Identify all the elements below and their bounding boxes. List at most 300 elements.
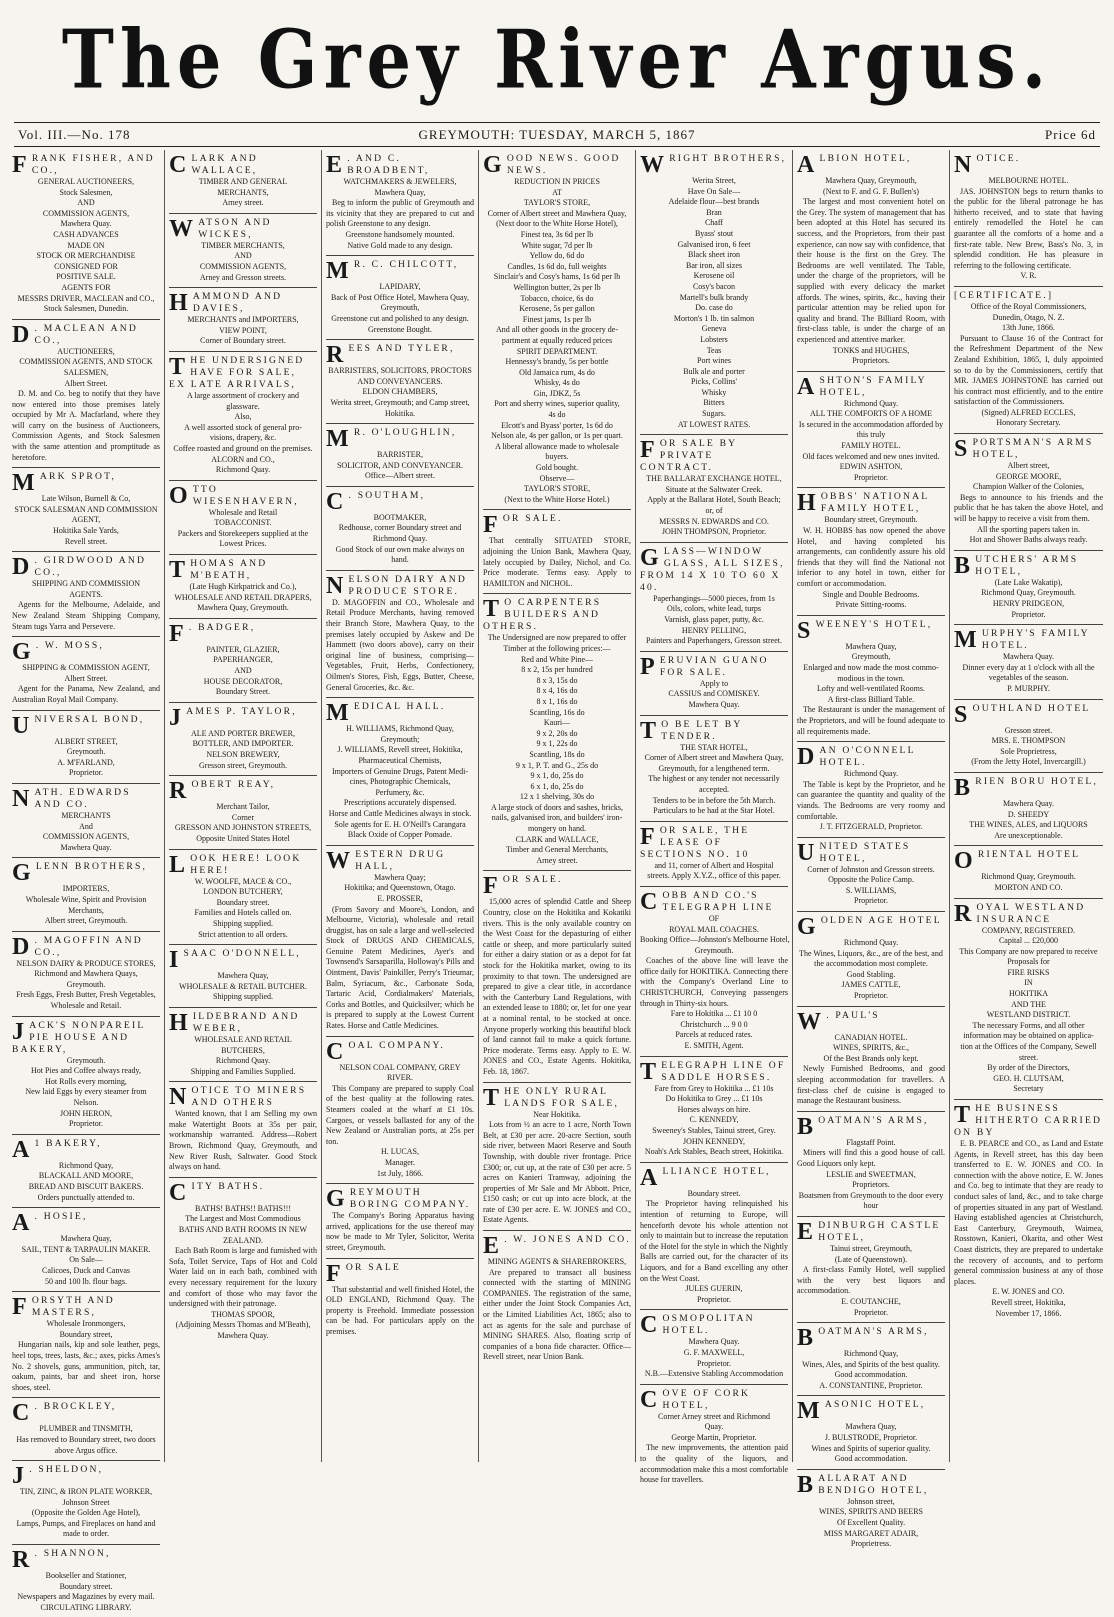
advertisement-line: (Late Lake Wakatip),: [994, 577, 1063, 587]
advertisement-body: The Company's Boring Apparatus having arrived, applications for the use thereof may now be made to Mr Tyler, Solicitor, Werita street, Greymouth.: [326, 1211, 474, 1252]
advertisement: [797, 150, 945, 372]
advertisement-line: Richmond and Mawhera Quays,: [34, 969, 138, 979]
advertisement-line: GEO. H. CLUTSAM,: [993, 1073, 1064, 1083]
heading-text: HE UNDERSIGNED HAVE FOR SALE, EX LATE ARRIVALS,: [169, 354, 305, 390]
advertisement-line: Dunedin, Otago, N. Z.: [992, 312, 1065, 322]
advertisement-line: (Late of Queenstown).: [834, 1254, 908, 1264]
heading-text: NIVERSAL BOND,: [34, 713, 145, 725]
advertisement-heading: [954, 902, 1103, 926]
advertisement-line: Boundary street, Greymouth.: [824, 515, 918, 525]
advertisement-line: Arney street.: [222, 198, 264, 208]
column-1: [8, 150, 165, 1612]
advertisement-heading: [640, 655, 788, 679]
advertisement-line: 9 x 2, 20s do: [536, 728, 578, 738]
advertisement-line: Picks, Collins': [691, 377, 737, 387]
heading-text: OOK HERE! LOOK HERE!: [190, 852, 302, 876]
advertisement-line: BUTCHERS,: [221, 1045, 265, 1055]
heading-text: EDICAL HALL.: [353, 701, 446, 713]
masthead-rule-bottom: [14, 146, 1100, 147]
advertisement-line: AT LOWEST RATES.: [677, 419, 751, 429]
advertisement-line: Greymouth.: [66, 1055, 106, 1065]
advertisement-line: Has removed to Boundary street, two doors: [16, 1434, 156, 1444]
advertisement-heading: [640, 825, 788, 861]
advertisement-line: Werita Street,: [692, 176, 736, 185]
advertisement-heading: [12, 860, 160, 887]
advertisement-line: Black Oxide of Copper Pomade.: [347, 830, 453, 840]
advertisement: [12, 858, 160, 931]
advertisement-line: Boundary street,: [59, 1329, 113, 1339]
advertisement-body: 15,000 acres of splendid Cattle and Sheep Country, close on the Hokitika and Kokatiki rivers. This is the only available country on the West Coast for the depasturing of either cattle or sheep, and more particularly suited for either a dairy station or as a depot for fat stock for the Hokitika market, owing to its proximity to that town. The undersigned are prepared to give a clear title, in accordance with the Canterbury Land Regulations, with an extended lease to 1880; or, let for one year at a nominal rental, to be stocked at once. Anyone properly working this beautiful block of land cannot fail to make a quick fortune. Price moderate. Terms easy. Apply to E. W. JONES and CO., Estate Agents. Hokitika, Feb. 18, 1867.: [483, 897, 631, 1076]
advertisement-line: N.B.—Extensive Stabling Accommodation: [644, 1369, 784, 1379]
advertisement: [640, 822, 788, 887]
advertisement-heading: [169, 558, 317, 582]
advertisement-line: Greenstone Bought.: [368, 324, 432, 334]
drop-capital: T: [483, 596, 502, 623]
advertisement-line: J. BULSTRODE, Proprietor.: [824, 1433, 918, 1443]
advertisement-line: Richmond Quay,: [58, 1160, 114, 1170]
drop-capital: D: [12, 554, 32, 581]
advertisement-line: Richmond Quay, Greymouth.: [981, 588, 1076, 598]
advertisement-heading: [797, 1473, 945, 1497]
advertisement-line: WINES, SPIRITS AND BEERS: [818, 1507, 923, 1517]
advertisement-heading: [326, 342, 474, 369]
advertisement-line: information may be obtained on applica-: [963, 1031, 1094, 1041]
heading-text: PORTSMAN'S ARMS HOTEL,: [972, 437, 1094, 461]
heading-text: SHTON'S FAMILY HOTEL,: [819, 374, 927, 398]
advertisement-heading: [326, 1260, 474, 1287]
advertisement-line: 8 x 3, 15s do: [536, 675, 578, 685]
advertisement-line: Richmond Quay.: [843, 938, 899, 948]
advertisement-line: AGENTS.: [69, 589, 103, 599]
heading-text: ATSON AND WICKES,: [198, 216, 272, 240]
advertisement-line: MERCHANTS,: [217, 187, 269, 197]
advertisement-line: Shipping supplied.: [212, 918, 273, 928]
volume-number: Vol. III.—No. 178: [18, 127, 131, 142]
advertisement-line: Boundary street.: [216, 897, 270, 907]
advertisement-line: Teas: [706, 345, 722, 355]
advertisement: [12, 1545, 160, 1617]
drop-capital: T: [169, 557, 188, 584]
advertisement-heading: [12, 555, 160, 579]
heading-text: UTCHERS' ARMS HOTEL,: [975, 553, 1079, 577]
heading-text: OR SALE: [345, 1261, 401, 1273]
heading-text: LLIANCE HOTEL,: [662, 1165, 771, 1177]
advertisement-heading: [326, 153, 474, 177]
advertisement: [326, 487, 474, 571]
heading-text: LENN BROTHERS,: [35, 861, 148, 873]
advertisement-heading: [797, 841, 945, 865]
advertisement: [169, 776, 317, 849]
advertisement-heading: [954, 152, 1103, 178]
drop-capital: T: [640, 717, 659, 744]
advertisement: [169, 214, 317, 288]
heading-text: WEENEY'S HOTEL,: [815, 618, 933, 630]
advertisement: [954, 287, 1103, 434]
drop-capital: B: [797, 1471, 816, 1498]
advertisement: [954, 700, 1103, 773]
advertisement-signature: E. W. JONES and CO.: [992, 1287, 1065, 1297]
advertisement-body: Newly Furnished Bedrooms, and good sleeping accommodation for travellers. A first-class chef de cuisine is engaged to manage the Restaurant business.: [797, 1064, 945, 1106]
drop-capital: D: [12, 933, 32, 960]
heading-text: R. O'LOUGHLIN,: [353, 427, 457, 439]
advertisement-line: Greymouth.: [66, 979, 106, 989]
advertisement-line: Dinner every day at 1 o'clock with all the: [962, 662, 1095, 672]
advertisement-line: And all other goods in the grocery de-: [496, 325, 618, 335]
drop-capital: N: [954, 152, 974, 178]
advertisement: [483, 510, 631, 594]
advertisement-line: Hokitika Sale Yards,: [53, 526, 119, 536]
advertisement-line: Particulars to be had at the Star Hotel.: [653, 806, 775, 816]
advertisement-body: E. B. PEARCE and CO., as Land and Estate Agents, in Revell street, has this day been transferred to E. W. JONES and CO. In connection with the above notice, E. W. Jones and Co. beg to intimate that they are ready to conduct sales of land, &c., and to take charge of properties situated in any part of Westland. Having established agencies at Christchurch, East Canterbury, Greymouth, Waimea, Rosstown, Kanieri, Okarita, and other West Coast districts, they are prepared to undertake the recovery of accounts, and to perform general commission business at any of those places.: [954, 1139, 1103, 1286]
advertisement-signature: Parcels at reduced rates.: [675, 1030, 753, 1040]
drop-capital: C: [169, 1179, 189, 1206]
advertisement-line: Richmond Quay.: [843, 398, 899, 408]
advertisement-heading: [797, 1220, 945, 1244]
drop-capital: T: [483, 1084, 502, 1111]
advertisement-line: Pharmaceutical Chemists,: [358, 755, 442, 765]
advertisement-line: Gold bought.: [535, 463, 579, 473]
advertisement-line: Hot Rolls every morning,: [45, 1076, 127, 1086]
heading-text: ITY BATHS.: [191, 1180, 265, 1192]
drop-capital: G: [483, 152, 504, 178]
drop-capital: J: [12, 1463, 27, 1490]
advertisement-line: A large assortment of crockery and: [186, 390, 300, 400]
advertisement-line: AND: [234, 666, 252, 676]
drop-capital: C: [640, 1312, 660, 1339]
advertisement-line: J. WILLIAMS, Revell street, Hokitika,: [337, 745, 463, 755]
drop-capital: W: [169, 215, 196, 242]
advertisement-line: Richmond Quay.: [372, 534, 428, 544]
advertisement-line: Apply to: [699, 678, 729, 688]
drop-capital: C: [640, 888, 660, 915]
advertisement-heading: [169, 217, 317, 241]
drop-capital: D: [12, 321, 32, 348]
heading-text: . MACLEAN AND CO.,: [34, 322, 139, 346]
advertisement-line: Oils, colors, white lead, turps: [667, 604, 761, 614]
advertisement-line: Adelaide flour—best brands: [668, 197, 760, 207]
advertisement-heading: [797, 617, 945, 644]
advertisement-line: Booking Office—Johnston's Melbourne Hotel,: [640, 935, 790, 945]
advertisement-columns: [8, 150, 1108, 1612]
advertisement: [169, 1082, 317, 1178]
advertisement-line: On Sale—: [69, 1255, 103, 1265]
heading-text: OR SALE, THE LEASE OF SECTIONS NO. 10: [640, 824, 750, 860]
advertisement-heading: [169, 355, 317, 391]
advertisement-line: 8 x 1, 16s do: [536, 696, 578, 706]
column-3: [322, 150, 479, 1462]
advertisement-line: D. SHEEDY: [1007, 809, 1050, 819]
advertisement-heading: [169, 291, 317, 315]
advertisement-line: Greymouth, for a lengthened term.: [658, 763, 770, 773]
heading-text: ARK SPROT,: [39, 471, 117, 483]
advertisement-line: ROYAL MAIL COACHES.: [669, 924, 759, 934]
advertisement-line: (Opposite the Golden Age Hotel),: [31, 1508, 141, 1518]
advertisement-heading: [483, 512, 631, 539]
advertisement-body: The largest and most convenient hotel on the Grey. The system of management that has been adopted at this Hotel has secured its success, and the Proprietors, from their past experience, can now say with confidence, that their house is the first on the Grey. The Bedrooms are well ventilated. The Table, under the charge of the proprietors, will be supplied with every delicacy the market affords. The wines, spirits, &c., having their particular attention may be relied upon for quality and brand. The Billiard Room, with first-class table, is under the charge of an experienced and attentive marker.: [797, 197, 945, 344]
advertisement-line: TAYLOR'S STORE,: [523, 484, 591, 494]
advertisement: [797, 1470, 945, 1554]
advertisement-line: AND: [234, 251, 252, 261]
advertisement-line: Capital ... £20,000: [998, 936, 1059, 946]
advertisement-signature: November 17, 1866.: [995, 1308, 1062, 1318]
advertisement-line: this truly: [856, 430, 886, 440]
advertisement-line: Shipping supplied.: [212, 992, 273, 1002]
advertisement-line: WESTLAND DISTRICT.: [986, 1010, 1071, 1020]
advertisement-signature: Native Gold made to any design.: [347, 240, 453, 250]
advertisement-line: BARRISTERS, SOLICITORS, PROCTORS: [328, 366, 472, 376]
advertisement: [797, 742, 945, 838]
drop-capital: A: [12, 1136, 32, 1163]
advertisement-line: Mawhera Quay,: [374, 187, 426, 197]
advertisement-line: MINING AGENTS & SHAREBROKERS,: [487, 1257, 627, 1267]
advertisement: [326, 340, 474, 424]
advertisement-heading: [483, 153, 631, 177]
advertisement: [12, 1135, 160, 1208]
advertisement-line: Noah's Ark Stables, Beach street, Hokitika.: [644, 1147, 784, 1157]
advertisement-heading: [12, 1463, 160, 1490]
advertisement-line: Champion Walker of the Colonies,: [973, 482, 1084, 492]
advertisement-line: Greymouth,: [380, 303, 420, 313]
advertisement-line: Finest tea, 3s 6d per lb: [520, 229, 594, 239]
advertisement: [169, 481, 317, 555]
advertisement-line: and 11, corner of Albert and Hospital: [654, 860, 774, 870]
advertisement-body: The Restaurant is under the management of the Proprietors, and will be found adequate to all requirements made.: [797, 705, 945, 736]
drop-capital: T: [640, 1058, 659, 1085]
advertisement-line: SALESMEN,: [63, 367, 109, 377]
advertisement-line: Hokitika.: [385, 408, 415, 418]
advertisement-heading: [169, 1179, 317, 1206]
heading-text: OBB AND CO.'S TELEGRAPH LINE: [662, 889, 774, 913]
advertisement-line: Varnish, glass paper, putty, &c.: [664, 615, 764, 624]
advertisement: [169, 703, 317, 776]
drop-capital: N: [326, 572, 346, 599]
advertisement: [797, 1217, 945, 1323]
advertisement-line: Timber at the following prices:—: [503, 643, 611, 653]
advertisement-signature: THOMAS SPOOR,: [211, 1309, 275, 1319]
advertisement-line: Greymouth;: [380, 734, 420, 744]
drop-capital: D: [797, 744, 817, 771]
drop-capital: W: [326, 847, 353, 874]
advertisement-line: MELBOURNE HOTEL.: [988, 176, 1069, 185]
advertisement: [326, 424, 474, 487]
drop-capital: C: [326, 488, 346, 515]
advertisement-heading: [326, 700, 474, 727]
advertisement-line: POSITIVE SALE.: [56, 272, 116, 282]
heading-text: AN O'CONNELL HOTEL.: [819, 745, 916, 769]
advertisement-line: COMMISSION AGENTS,: [42, 832, 130, 842]
heading-text: ESTERN DRUG HALL,: [355, 848, 446, 872]
advertisement-body: D. MAGOFFIN and CO., Wholesale and Retail Produce Merchants, having removed their Branch Store, Mawhera Quay, to the premises lately occupied by Askew and De Hammett (two doors above), carry on their original line of business, comprising—Vegetables, Fruit, Herbs, Confectionery, Oilmen's Stores, Fish, Eggs, Butter, Cheese, General Groceries, &c. &c.: [326, 597, 474, 692]
advertisement-line: THE STAR HOTEL,: [680, 742, 748, 752]
drop-capital: B: [954, 552, 973, 579]
advertisement-line: JOHN KENNEDY,: [682, 1136, 746, 1146]
drop-capital: H: [169, 1009, 190, 1036]
advertisement-line: GRESSON AND JOHNSTON STREETS,: [174, 823, 312, 833]
heading-text: OATMAN'S ARMS,: [818, 1326, 929, 1338]
advertisement-line: Nelson ale, 4s per gallon, or 1s per quart.: [491, 431, 623, 441]
advertisement-line: Opposite the Police Camp.: [828, 875, 914, 885]
advertisement-line: 9 x 1, P. T. and G., 25s do: [515, 760, 599, 770]
drop-capital: J: [169, 704, 184, 731]
advertisement-heading: [169, 620, 317, 647]
advertisement: [169, 945, 317, 1008]
advertisement: [12, 711, 160, 784]
advertisement-line: or, of: [705, 506, 723, 516]
advertisement-line: Calicoes, Duck and Canvas: [42, 1265, 130, 1275]
drop-capital: F: [326, 1260, 343, 1287]
advertisement-line: Mawhera Quay,: [845, 641, 897, 651]
heading-text: HOMAS AND M'BEATH,: [190, 558, 268, 582]
advertisement-line: Albert street, Greymouth.: [44, 916, 128, 926]
advertisement-line: Office—Albert street.: [364, 471, 436, 481]
advertisement: [640, 1163, 788, 1311]
advertisement-line: Proprietor.: [69, 1119, 103, 1129]
advertisement-heading: [12, 787, 160, 811]
advertisement-line: Observe—: [539, 473, 575, 483]
advertisement-signature: (Adjoining Messrs Thomas and M'Beath),: [175, 1320, 311, 1330]
advertisement-line: Good accommodation.: [834, 1454, 908, 1464]
advertisement: [797, 912, 945, 1007]
advertisement: [640, 652, 788, 716]
advertisement-heading: [12, 935, 160, 959]
heading-text: OSMOPOLITAN HOTEL.: [662, 1313, 755, 1337]
advertisement-line: Horses always on hire.: [677, 1104, 751, 1114]
advertisement-signature: (Signed) ALFRED ECCLES,: [981, 407, 1076, 417]
advertisement-line: Lofty and well-ventilated Rooms.: [817, 684, 925, 694]
heading-text: OYAL WESTLAND INSURANCE: [976, 901, 1086, 925]
advertisement-line: Richmond Quay.: [843, 769, 899, 779]
advertisement-line: COMMISSION AGENTS,: [199, 261, 287, 271]
advertisement-line: Albert Street.: [64, 378, 108, 388]
advertisement-line: BLACKALL AND MOORE,: [38, 1171, 134, 1181]
drop-capital: R: [169, 778, 189, 805]
advertisement-line: Gresson street.: [1004, 725, 1053, 735]
advertisement-line: TAYLOR'S STORE,: [523, 198, 591, 208]
advertisement: [797, 1007, 945, 1112]
advertisement: [954, 773, 1103, 846]
column-2: [165, 150, 322, 1462]
advertisement: [12, 468, 160, 552]
advertisement-heading: [954, 774, 1103, 801]
advertisement-line: Wines, Ales, and Spirits of the best quality.: [802, 1359, 940, 1369]
advertisement: [12, 932, 160, 1017]
advertisement-signature: V. R.: [1020, 271, 1037, 281]
advertisement-body: Pursuant to Clause 16 of the Contract for the Refreshment Department of the New Zealand Exhibition, 1865, I, duly appointed so to do by the Commissioners, certify that MR. JAMES JOHNSTONE has carried out his contract most efficiently, and to the entire satisfaction of the Commissioners.: [954, 333, 1103, 407]
advertisement-line: ALCORN and CO.,: [211, 454, 275, 464]
advertisement-line: ZEALAND.: [223, 1235, 263, 1245]
advertisement-line: P. MURPHY.: [1007, 683, 1050, 693]
advertisement-line: Boundary street.: [59, 1581, 113, 1591]
advertisement-line: A. M'FARLAND,: [57, 757, 115, 767]
advertisement-line: Bulk ale and porter: [683, 366, 745, 376]
advertisement-line: Redhouse, corner Boundary street and: [338, 523, 462, 533]
advertisement-heading: [954, 848, 1103, 875]
advertisement-line: Tenders to be in before the 5th March.: [652, 795, 776, 805]
advertisement-line: Corner: [231, 812, 255, 822]
advertisement-body: Lots from ½ an acre to 1 acre, North Town Belt, at £30 per acre. 20-acre Section, south side river, between Maori Reserve and South Township, with double river frontage. Price £300; or, cut up, at the rate of £30 per acre. 5 acres on Kanieri Tramway, adjoining the properties of Mr Sale and Mr Abbott. Price, £150 cash; or cut up into acre block, at the rate of £30 per acre. E. W. JONES and CO., Estate Agents.: [483, 1120, 631, 1225]
advertisement-line: Stock Salesmen, Dunedin.: [43, 304, 129, 314]
advertisement-line: Cosy's bacon: [692, 281, 736, 291]
advertisement: [954, 625, 1103, 699]
advertisement-line: CASSIUS and COMISKEY.: [668, 689, 760, 699]
advertisement-line: PAINTER, GLAZIER,: [206, 644, 280, 654]
heading-text: HE BUSINESS HITHERTO CARRIED ON BY: [954, 1103, 1103, 1138]
advertisement-line: (Next to F. and G. F. Bullen's): [823, 186, 919, 196]
advertisement-heading: [640, 546, 788, 594]
advertisement-line: Arney street.: [536, 855, 578, 865]
advertisement-heading: [326, 488, 474, 515]
advertisement-line: NELSON BREWERY,: [206, 750, 280, 759]
advertisement-line: Mawhera Quay,: [845, 1422, 897, 1432]
advertisement: [169, 555, 317, 619]
advertisement-heading: [640, 1388, 788, 1412]
advertisement-line: Good Stabling.: [846, 969, 896, 979]
advertisement-heading: [169, 704, 317, 731]
advertisement-line: Mawhera Quay,: [60, 1234, 112, 1244]
column-6: [793, 150, 950, 1549]
advertisement-signature: All the sporting papers taken in.: [977, 524, 1080, 534]
advertisement-line: Galvanised iron, 6 feet: [677, 239, 751, 249]
drop-capital: C: [169, 152, 189, 178]
advertisement-line: 6 x 1, do, 25s do: [530, 781, 584, 791]
advertisement-line: Hokitika; and Queenstown, Otago.: [344, 883, 456, 893]
advertisement-line: Yellow do, 6d do: [529, 251, 585, 261]
advertisement-line: Albert street,: [1007, 461, 1050, 471]
heading-text: SAAC O'DONNELL,: [183, 948, 301, 960]
heading-text: EES AND TYLER,: [348, 343, 455, 355]
advertisement-line: Fare from Grey to Hokitika ... £1 10s: [654, 1083, 774, 1093]
heading-text: LARK AND WALLACE,: [191, 153, 258, 176]
drop-capital: A: [12, 1210, 32, 1237]
advertisement: [12, 1208, 160, 1292]
drop-capital: M: [12, 470, 37, 497]
heading-text: DINBURGH CASTLE HOTEL,: [818, 1219, 941, 1243]
advertisement-line: Merchant Tailor,: [216, 802, 270, 812]
advertisement-line: WHOLESALE & RETAIL BUTCHER.: [179, 981, 307, 991]
advertisement-heading: [954, 628, 1103, 652]
heading-text: ERUVIAN GUANO FOR SALE.: [659, 654, 769, 678]
advertisement-line: The Wines, Liquors, &c., are of the best, and: [799, 948, 943, 958]
advertisement-line: JOHN HERON,: [60, 1108, 112, 1118]
advertisement-signature: Proprietors.: [852, 1180, 890, 1190]
advertisement: [640, 150, 788, 435]
advertisement-line: Red and White Pine—: [520, 654, 594, 664]
advertisement-line: Do Hokitika to Grey ... £1 10s: [665, 1094, 763, 1104]
heading-text: ATH. EDWARDS AND CO.: [34, 786, 131, 810]
advertisement-line: A. CONSTANTINE, Proprietor.: [819, 1380, 923, 1390]
advertisement-line: IMPORTERS,: [62, 884, 110, 894]
advertisement-line: This Company are now prepared to receive: [959, 946, 1098, 956]
advertisement-line: Elcott's and Byass' porter, 1s 6d do: [501, 420, 613, 430]
heading-text: AMES P. TAYLOR,: [186, 705, 297, 717]
advertisement-line: C. KENNEDY,: [689, 1115, 739, 1125]
advertisement: [12, 150, 160, 320]
advertisement-line: BOOTMAKER,: [373, 512, 427, 522]
drop-capital: R: [12, 1547, 32, 1574]
heading-text: LASS—WINDOW GLASS, ALL SIZES, FROM 14 X 10 TO 60 X 40.: [640, 545, 785, 593]
advertisement-line: FAMILY HOTEL.: [841, 441, 901, 451]
drop-capital: N: [12, 785, 32, 812]
advertisement-line: Old faces welcomed and new ones invited.: [802, 451, 940, 461]
advertisement-line: A liberal allowance made to wholesale: [495, 441, 619, 451]
advertisement-line: WHOLESALE AND RETAIL DRAPERS,: [174, 592, 312, 602]
advertisement-line: TIMBER AND GENERAL: [198, 177, 288, 186]
advertisement-line: Importers of Genuine Drugs, Patent Medi-: [332, 766, 468, 776]
advertisement-line: Lamps, Pumps, and Fireplaces on hand and: [16, 1518, 156, 1528]
advertisement-line: nails, galvanised iron, and builders' iron-: [491, 813, 623, 823]
advertisement-line: visions, drapery, &c.: [209, 433, 277, 443]
advertisement: [12, 784, 160, 858]
